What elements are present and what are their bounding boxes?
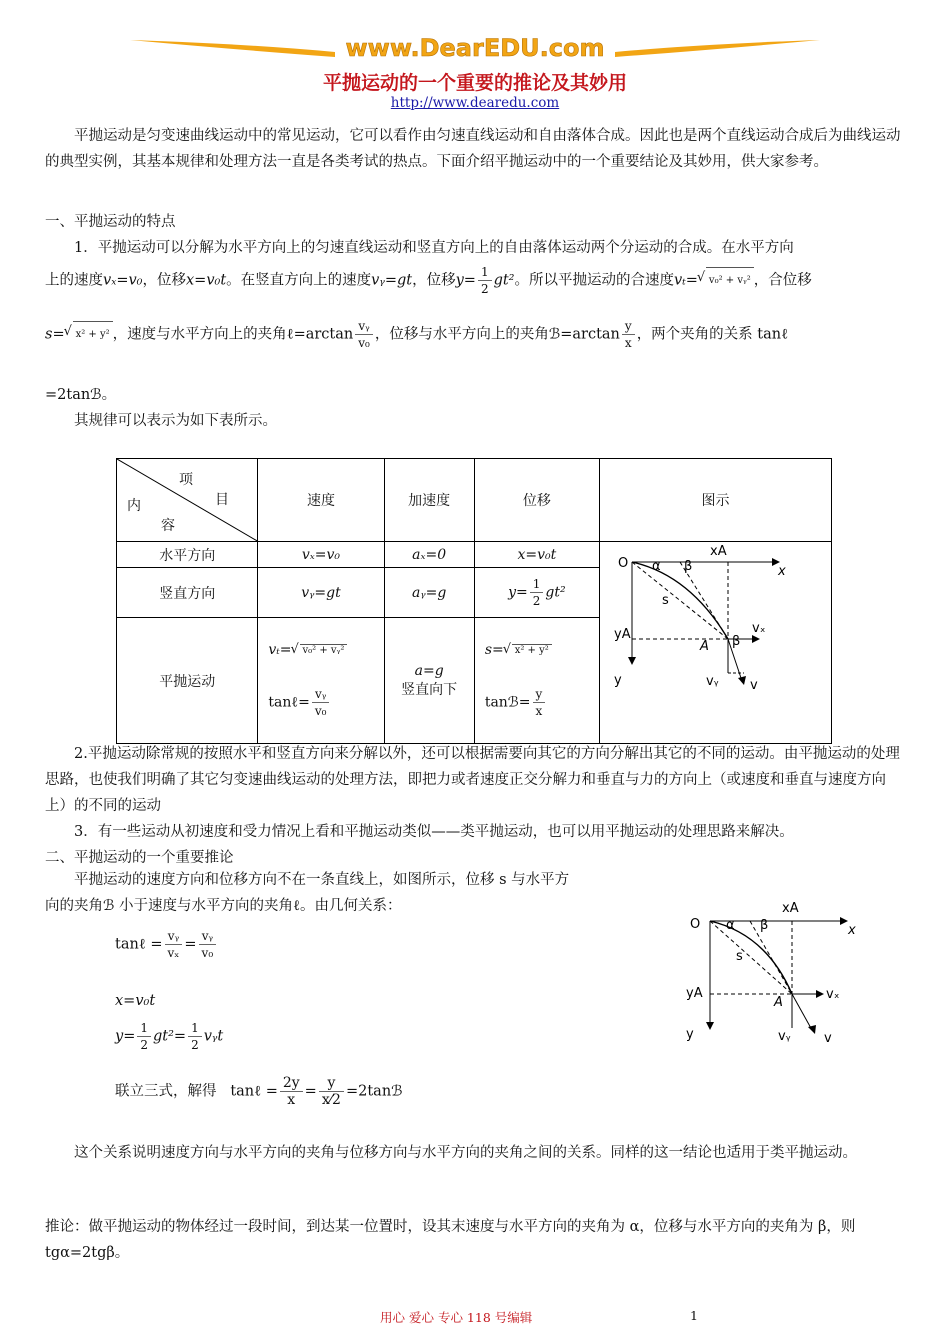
row-horizontal-label: 水平方向 (117, 542, 258, 568)
s1-p2: 2.平抛运动除常规的按照水平和竖直方向来分解以外，还可以根据需要向其它的方向分解出其它的不同的运动。由平抛运动的处理思路，也使我们明确了其它匀变速曲线运动的处理方法，即把力或者速度正交分解力和垂直与力的方向上（或速度和垂直与速度方向上）的不同的运动 (45, 746, 900, 814)
s1-p3: 3．有一些运动从初速度和受力情况上看和平抛运动类似——类平抛运动，也可以用平抛运动的处理思路来解决。 (74, 824, 794, 840)
table-diagram-cell (599, 542, 831, 744)
equation-2: x=v₀t (115, 993, 156, 1009)
d2-label-ya: yA (686, 986, 703, 1001)
d2-label-xa: xA (782, 901, 799, 916)
diagram-label-ya: yA (613, 626, 631, 642)
section2-heading: 二、平抛运动的一个重要推论 (45, 850, 234, 866)
diagram-label-x: x (777, 563, 786, 579)
s2-p2: 这个关系说明速度方向与水平方向的夹角与位移方向与水平方向的夹角之间的关系。同样的这一结论也适用于类平抛运动。 (74, 1145, 857, 1161)
row-projectile-acc: a=g 竖直向下 (384, 618, 474, 744)
d2-label-vy: vᵧ (778, 1029, 791, 1044)
row-projectile-disp: s=√ x² + y² tanℬ= $\frac{y}{x}$ (474, 618, 599, 744)
d2-label-a: A (774, 995, 783, 1010)
s1-p1-line3: s=√ x² + y² ，速度与水平方向上的夹角ℓ=arctan $\frac{\text{vᵧ}}{\text{v₀}}$ ，位移与水平方向上的夹角ℬ=arctan $\frac{y}{x}$ ，两个夹角的关系 tanℓ (45, 318, 907, 351)
s2-p3: 推论：做平抛运动的物体经过一段时间，到达某一位置时，设其末速度与水平方向的夹角为 α，位移与水平方向的夹角为 β，则 tgα=2tgβ。 (45, 1219, 856, 1261)
s1-p1-line2: 上的速度vₓ=v₀，位移x=v₀t。在竖直方向上的速度vᵧ=gt，位移y= $\frac{1}{2}$ gt²。所以平抛运动的合速度vₜ=√ v₀² + vᵧ² ，合位移 (45, 264, 907, 297)
page-number: 1 (690, 1308, 698, 1323)
header-figure: 图示 (599, 459, 831, 542)
row-projectile-speed: vₜ=√ v₀² + vᵧ² tanℓ= $\frac{\text{vᵧ}}{\text{v₀}}$ (258, 618, 384, 744)
page-title: 平抛运动的一个重要的推论及其妙用 (322, 72, 627, 94)
equation-1: tanℓ = $\frac{\text{vᵧ}}{\text{vₓ}}$ = $\frac{\text{vᵧ}}{\text{v₀}}$ (115, 928, 218, 961)
intro-paragraph: 平抛运动是匀变速曲线运动中的常见运动，它可以看作由匀速直线运动和自由落体合成。因此也是两个直线运动合成后为曲线运动的典型实例，其基本规律和处理方法一直是各类考试的热点。下面介绍平抛运动中的一个重要结论及其妙用，供大家参考。 (45, 128, 901, 170)
row-projectile-label: 平抛运动 (117, 618, 258, 744)
table-intro: 其规律可以表示为如下表所示。 (74, 413, 277, 429)
header-speed: 速度 (258, 459, 384, 542)
s1-p1-line4: =2tanℬ。 (45, 387, 117, 403)
diagram-label-beta2: β (731, 633, 741, 649)
diagram-label-s: s (661, 592, 669, 608)
diagram-label-v: v (749, 677, 758, 693)
projectile-diagram-2 (680, 896, 870, 1056)
diagram-label-y: y (613, 672, 622, 688)
s2-p1-line1: 平抛运动的速度方向和位移方向不在一条直线上，如图所示，位移 s 与水平方 (74, 872, 570, 888)
projectile-diagram (600, 545, 831, 741)
d2-label-o: O (690, 917, 701, 932)
section1-heading: 一、平抛运动的特点 (45, 214, 176, 230)
d2-label-x: x (848, 923, 856, 938)
table-corner: 项 目 内 容 (117, 459, 258, 542)
header-acc: 加速度 (384, 459, 474, 542)
diagram-label-beta: β (683, 558, 693, 574)
d2-label-alpha: α (726, 918, 735, 933)
diagram-label-alpha: α (651, 558, 661, 574)
diagram-label-vy: vᵧ (705, 673, 719, 689)
d2-label-s: s (736, 949, 743, 964)
footer-text: 用心 爱心 专心 118 号编辑 (380, 1310, 533, 1325)
rules-table: 项 目 内 容 速度 加速度 位移 图示 水平方向 vₓ=v₀ aₓ=0 x=v₀t O x y xA yA A s α β β vₓ vᵧ v 竖直方向 vᵧ=gt aᵧ=g y= $\frac{1}{2}$ gt² 平抛运动 vₜ=√ v₀² + vᵧ² tanℓ= $\frac{\text{vᵧ}}{\text{v₀}}$ a=g 竖直向下 s=√ x² + y² tanℬ= $\frac{y}{x}$ (116, 458, 832, 744)
d2-label-vx: vₓ (826, 987, 840, 1002)
header-disp: 位移 (474, 459, 599, 542)
diagram-label-vx: vₓ (751, 620, 766, 636)
s1-p1-line1: 1．平抛运动可以分解为水平方向上的匀速直线运动和竖直方向上的自由落体运动两个分运动的合成。在水平方向 (74, 240, 794, 256)
equation-4: 联立三式，解得 tanℓ = $\frac{2y}{x}$ = $\frac{y}{x⁄2}$ =2tanℬ (115, 1075, 403, 1108)
diagram-label-a: A (699, 638, 709, 654)
d2-label-beta: β (760, 918, 769, 933)
diagram-label-xa: xA (709, 544, 727, 559)
row-vertical-label: 竖直方向 (117, 568, 258, 618)
logo-text: www.DearEDU.com (345, 34, 605, 62)
s2-p1-line2: 向的夹角ℬ 小于速度与水平方向的夹角ℓ。由几何关系： (45, 898, 402, 914)
row-vertical-disp: y= $\frac{1}{2}$ gt² (474, 568, 599, 618)
d2-label-v: v (824, 1031, 832, 1046)
site-link[interactable]: http://www.dearedu.com (390, 95, 560, 111)
d2-label-y: y (686, 1027, 694, 1042)
header-logo (130, 30, 820, 64)
diagram-label-o: O (617, 555, 629, 571)
equation-3: y= $\frac{1}{2}$ gt²= $\frac{1}{2}$ vᵧt (115, 1021, 224, 1052)
